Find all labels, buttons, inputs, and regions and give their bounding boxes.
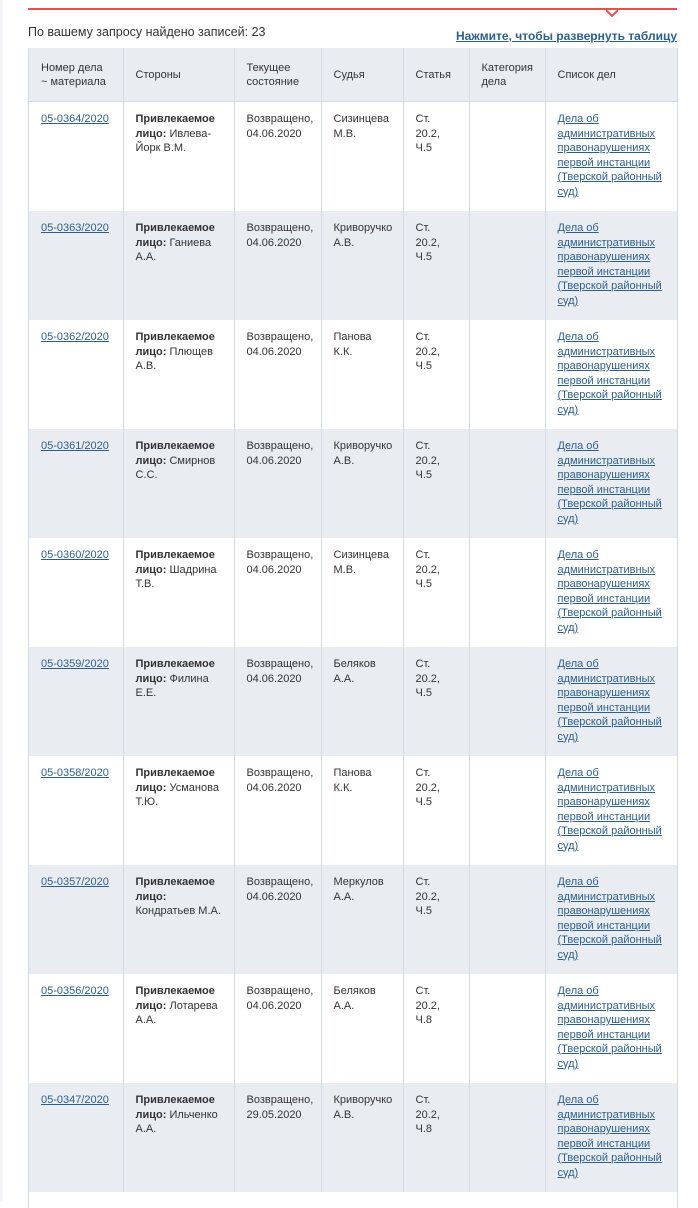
header-case-list: Список дел: [545, 48, 677, 102]
header-case-number[interactable]: Номер дела ~ материала: [29, 48, 123, 102]
cell-judge: Сизинцева М.В.: [321, 102, 403, 212]
table-row: [29, 974, 677, 1083]
cell-status: Возвращено, 04.06.2020: [234, 865, 321, 974]
party-role-label: Привлекаемое лицо:: [135, 549, 215, 576]
header-category: Категория дела: [469, 48, 545, 102]
party-name: Усманова Т.Ю.: [135, 781, 219, 808]
party-name: Ганиева А.А.: [135, 236, 212, 263]
cell-category: [469, 1083, 545, 1192]
case-number-link[interactable]: 05-0359/2020: [41, 658, 109, 670]
case-list-link[interactable]: Дела об административных правонарушениях первой инстанции (Тверской районный суд): [557, 222, 662, 307]
case-number-link[interactable]: 05-0356/2020: [41, 985, 109, 997]
cell-article: Ст. 20.2, Ч.5: [403, 647, 469, 756]
party-name: Кондратьев М.А.: [135, 905, 221, 917]
cell-case-list: [545, 538, 677, 647]
case-number-link[interactable]: 05-0362/2020: [41, 331, 109, 343]
case-number-link[interactable]: 05-0363/2020: [41, 222, 109, 234]
case-list-link[interactable]: Дела об административных правонарушениях первой инстанции (Тверской районный суд): [557, 876, 662, 961]
results-table-container[interactable]: [28, 48, 678, 1208]
case-number-link[interactable]: 05-0357/2020: [41, 876, 109, 888]
cell-parties: [123, 756, 234, 865]
party-role-label: Привлекаемое лицо:: [135, 1094, 215, 1121]
cell-article: Ст. 20.2, Ч.8: [403, 974, 469, 1083]
cell-case-list: [545, 320, 677, 429]
page-left-edge: [0, 0, 3, 1202]
case-number-link[interactable]: 05-0347/2020: [41, 1094, 109, 1106]
cell-case-number: [29, 1083, 123, 1192]
cell-case-list: [545, 647, 677, 756]
cell-article: Ст. 20.2, Ч.5: [403, 865, 469, 974]
cell-status: Возвращено, 04.06.2020: [234, 102, 321, 212]
cell-article: Ст. 20.2, Ч.5: [403, 756, 469, 865]
table-row: [29, 102, 677, 212]
cell-judge: Сизинцева М.В.: [321, 538, 403, 647]
table-row: [29, 756, 677, 865]
results-table: [29, 48, 677, 1192]
cell-status: Возвращено, 04.06.2020: [234, 429, 321, 538]
case-list-link[interactable]: Дела об административных правонарушениях первой инстанции (Тверской районный суд): [557, 549, 662, 634]
party-name: Плющев А.В.: [135, 345, 213, 372]
cell-parties: [123, 865, 234, 974]
case-number-link[interactable]: 05-0360/2020: [41, 549, 109, 561]
cell-category: [469, 429, 545, 538]
party-role-label: Привлекаемое лицо:: [135, 440, 215, 467]
cell-case-number: [29, 211, 123, 320]
cell-category: [469, 320, 545, 429]
cell-article: Ст. 20.2, Ч.5: [403, 538, 469, 647]
cell-judge: Криворучко А.В.: [321, 1083, 403, 1192]
cell-case-number: [29, 865, 123, 974]
cell-category: [469, 538, 545, 647]
cell-parties: [123, 429, 234, 538]
case-number-link[interactable]: 05-0358/2020: [41, 767, 109, 779]
cell-status: Возвращено, 04.06.2020: [234, 320, 321, 429]
case-list-link[interactable]: Дела об административных правонарушениях первой инстанции (Тверской районный суд): [557, 440, 662, 525]
cell-status: Возвращено, 04.06.2020: [234, 538, 321, 647]
case-list-link[interactable]: Дела об административных правонарушениях первой инстанции (Тверской районный суд): [557, 331, 662, 416]
cell-case-number: [29, 102, 123, 212]
party-role-label: Привлекаемое лицо:: [135, 222, 215, 249]
cell-judge: Беляков А.А.: [321, 974, 403, 1083]
header-parties: Стороны: [123, 48, 234, 102]
table-row: [29, 1083, 677, 1192]
cell-case-number: [29, 756, 123, 865]
cell-case-number: [29, 320, 123, 429]
table-row: [29, 429, 677, 538]
cell-status: Возвращено, 04.06.2020: [234, 974, 321, 1083]
party-name: Ивлева-Йорк В.М.: [135, 127, 212, 154]
cell-case-list: [545, 974, 677, 1083]
results-count: По вашему запросу найдено записей: 23: [28, 25, 266, 39]
cell-category: [469, 211, 545, 320]
party-role-label: Привлекаемое лицо:: [135, 985, 215, 1012]
table-row: [29, 647, 677, 756]
cell-case-number: [29, 538, 123, 647]
cell-article: Ст. 20.2, Ч.5: [403, 429, 469, 538]
cell-case-number: [29, 974, 123, 1083]
table-row: [29, 211, 677, 320]
cell-case-list: [545, 865, 677, 974]
case-list-link[interactable]: Дела об административных правонарушениях первой инстанции (Тверской районный суд): [557, 113, 662, 198]
case-list-link[interactable]: Дела об административных правонарушениях первой инстанции (Тверской районный суд): [557, 658, 662, 743]
case-list-link[interactable]: Дела об административных правонарушениях первой инстанции (Тверской районный суд): [557, 767, 662, 852]
case-number-link[interactable]: 05-0361/2020: [41, 440, 109, 452]
cell-category: [469, 647, 545, 756]
cell-case-list: [545, 102, 677, 212]
cell-article: Ст. 20.2, Ч.5: [403, 102, 469, 212]
cell-parties: [123, 1083, 234, 1192]
cell-article: Ст. 20.2, Ч.5: [403, 211, 469, 320]
cell-parties: [123, 102, 234, 212]
party-name: Лотарева А.А.: [135, 999, 218, 1026]
cell-parties: [123, 211, 234, 320]
party-role-label: Привлекаемое лицо:: [135, 331, 215, 358]
cell-parties: [123, 320, 234, 429]
cell-category: [469, 865, 545, 974]
case-number-link[interactable]: 05-0364/2020: [41, 113, 109, 125]
cell-status: Возвращено, 04.06.2020: [234, 211, 321, 320]
cell-judge: Меркулов А.А.: [321, 865, 403, 974]
cell-judge: Криворучко А.В.: [321, 211, 403, 320]
case-list-link[interactable]: Дела об административных правонарушениях первой инстанции (Тверской районный суд): [557, 1094, 662, 1179]
cell-case-list: [545, 429, 677, 538]
cell-case-list: [545, 1083, 677, 1192]
cell-status: Возвращено, 04.06.2020: [234, 756, 321, 865]
party-role-label: Привлекаемое лицо:: [135, 876, 215, 903]
party-name: Смирнов С.С.: [135, 454, 216, 481]
cell-case-list: [545, 756, 677, 865]
case-list-link[interactable]: Дела об административных правонарушениях первой инстанции (Тверской районный суд): [557, 985, 662, 1070]
party-role-label: Привлекаемое лицо:: [135, 658, 215, 685]
cell-case-number: [29, 647, 123, 756]
cell-article: Ст. 20.2, Ч.8: [403, 1083, 469, 1192]
cell-category: [469, 756, 545, 865]
expand-table-link[interactable]: Нажмите, чтобы развернуть таблицу: [455, 29, 677, 43]
header-status: Текущее состояние: [234, 48, 321, 102]
cell-category: [469, 974, 545, 1083]
header-article: Статья: [403, 48, 469, 102]
party-role-label: Привлекаемое лицо:: [135, 113, 215, 140]
cell-status: Возвращено, 04.06.2020: [234, 647, 321, 756]
party-name: Шадрина Т.В.: [135, 563, 217, 590]
cell-category: [469, 102, 545, 212]
cell-case-number: [29, 429, 123, 538]
table-row: [29, 320, 677, 429]
chevron-down-icon: [606, 10, 618, 22]
cell-status: Возвращено, 29.05.2020: [234, 1083, 321, 1192]
cell-judge: Панова К.К.: [321, 320, 403, 429]
cell-judge: Криворучко А.В.: [321, 429, 403, 538]
cell-judge: Беляков А.А.: [321, 647, 403, 756]
table-row: [29, 865, 677, 974]
party-name: Филина Е.Е.: [135, 672, 209, 699]
cell-case-list: [545, 211, 677, 320]
party-role-label: Привлекаемое лицо:: [135, 767, 215, 794]
table-header-row: [29, 48, 677, 102]
cell-parties: [123, 647, 234, 756]
cell-parties: [123, 538, 234, 647]
cell-parties: [123, 974, 234, 1083]
cell-judge: Панова К.К.: [321, 756, 403, 865]
cell-article: Ст. 20.2, Ч.5: [403, 320, 469, 429]
header-divider: [28, 8, 677, 10]
header-judge: Судья: [321, 48, 403, 102]
table-row: [29, 538, 677, 647]
party-name: Ильченко А.А.: [135, 1108, 218, 1135]
